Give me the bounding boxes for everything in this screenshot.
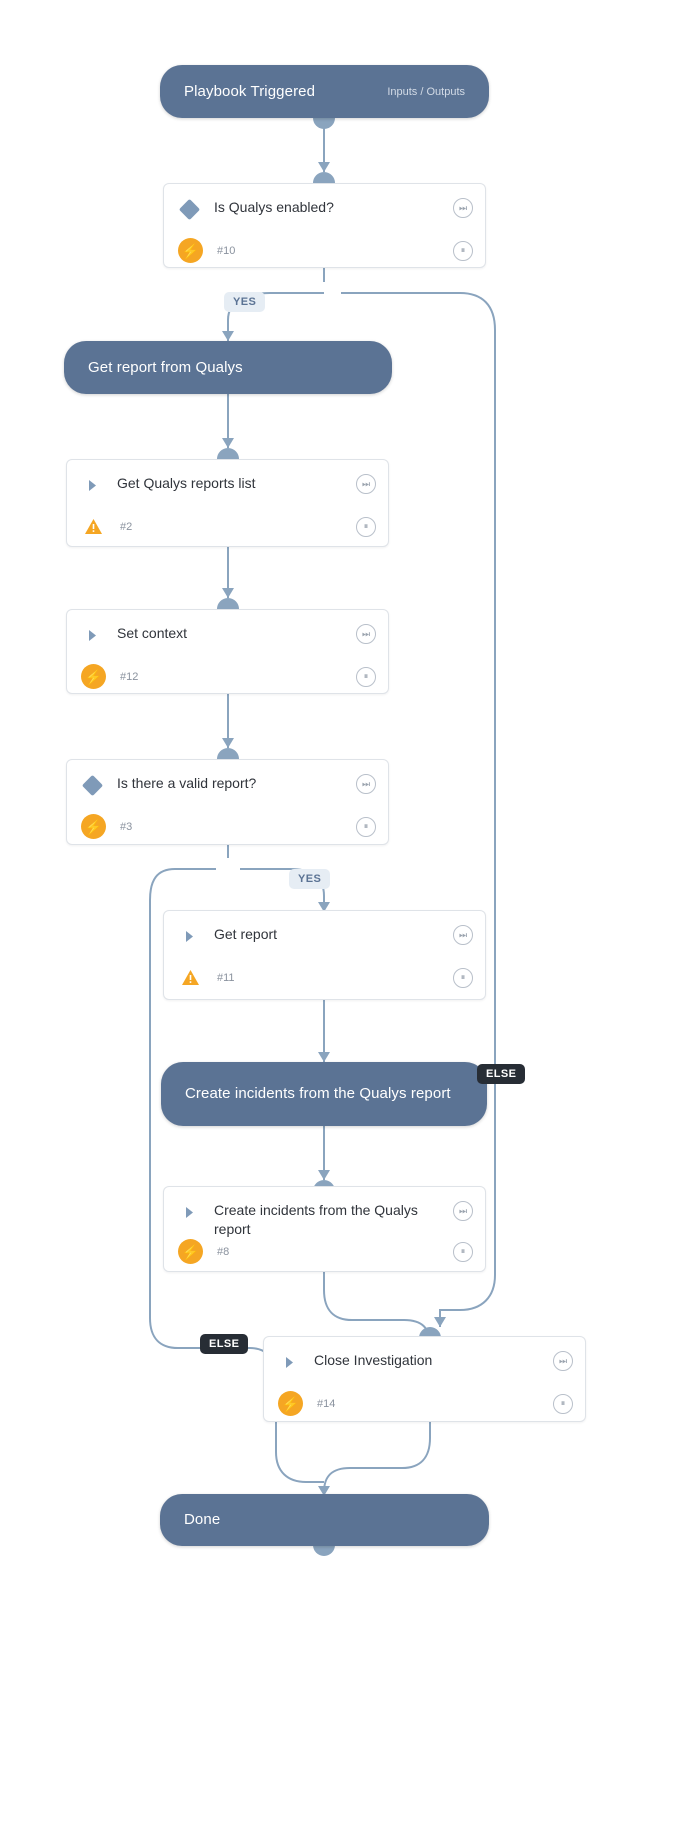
pause-task-button[interactable]: ⏸	[356, 817, 376, 837]
task-id: #8	[217, 1245, 230, 1258]
skip-task-button[interactable]: ⏭	[453, 925, 473, 945]
task-id: #2	[120, 520, 133, 533]
chevron-icon	[178, 925, 200, 947]
bolt-icon: ⚡	[81, 814, 106, 839]
task-id: #14	[317, 1397, 336, 1410]
task-title: Set context	[117, 625, 188, 641]
playbook-triggered-title: Playbook Triggered	[184, 82, 316, 100]
connector-nub	[217, 598, 239, 609]
chevron-icon	[178, 1201, 200, 1223]
task-card-get-qualys-reports-list[interactable]	[66, 459, 389, 547]
task-id: #11	[217, 971, 235, 984]
skip-task-button[interactable]: ⏭	[356, 474, 376, 494]
task-title: Get report	[214, 926, 278, 942]
chevron-icon	[278, 1351, 300, 1373]
task-card-set-context[interactable]	[66, 609, 389, 694]
task-title: Is there a valid report?	[117, 775, 257, 791]
pause-task-button[interactable]: ⏸	[553, 1394, 573, 1414]
pause-task-button[interactable]: ⏸	[356, 517, 376, 537]
task-title: Create incidents from the Qualys report	[214, 1202, 418, 1237]
skip-task-button[interactable]: ⏭	[356, 774, 376, 794]
skip-task-button[interactable]: ⏭	[356, 624, 376, 644]
task-id: #3	[120, 820, 133, 833]
task-card-close-investigation[interactable]	[263, 1336, 586, 1422]
edge-label-yes-1: YES	[224, 292, 265, 312]
task-card-is-there-a-valid-report[interactable]	[66, 759, 389, 845]
task-title: Is Qualys enabled?	[214, 199, 334, 215]
connector-nub	[313, 1545, 335, 1556]
done-title: Done	[184, 1511, 221, 1528]
task-title: Get Qualys reports list	[117, 475, 256, 491]
connector-nub	[217, 748, 239, 759]
diamond-icon	[178, 198, 200, 220]
bolt-icon: ⚡	[178, 1239, 203, 1264]
node-playbook-triggered[interactable]	[160, 65, 489, 118]
bolt-icon: ⚡	[81, 664, 106, 689]
task-title: Close Investigation	[314, 1352, 433, 1368]
task-card-create-incidents-from-qualys-report[interactable]	[163, 1186, 486, 1272]
pause-task-button[interactable]: ⏸	[453, 968, 473, 988]
task-card-is-qualys-enabled[interactable]	[163, 183, 486, 268]
chevron-icon	[81, 474, 103, 496]
warning-icon	[81, 514, 106, 539]
section-get-report-from-qualys[interactable]	[64, 341, 392, 394]
connector-nub	[313, 118, 335, 129]
task-id: #10	[217, 244, 236, 257]
section-title: Create incidents from the Qualys report	[185, 1085, 451, 1102]
section-create-incidents[interactable]	[161, 1062, 487, 1126]
warning-icon	[178, 965, 203, 990]
edge-label-else-2: ELSE	[200, 1334, 248, 1354]
edge-label-else-1: ELSE	[477, 1064, 525, 1084]
skip-task-button[interactable]: ⏭	[553, 1351, 573, 1371]
playbook-inputs-outputs-link[interactable]: Inputs / Outputs	[387, 85, 465, 98]
chevron-icon	[81, 624, 103, 646]
diamond-icon	[81, 774, 103, 796]
skip-task-button[interactable]: ⏭	[453, 1201, 473, 1221]
node-done[interactable]	[160, 1494, 489, 1546]
pause-task-button[interactable]: ⏸	[453, 241, 473, 261]
connector-nub	[217, 448, 239, 459]
task-id: #12	[120, 670, 139, 683]
pause-task-button[interactable]: ⏸	[356, 667, 376, 687]
bolt-icon: ⚡	[278, 1391, 303, 1416]
pause-task-button[interactable]: ⏸	[453, 1242, 473, 1262]
section-title: Get report from Qualys	[88, 358, 243, 376]
task-card-get-report[interactable]	[163, 910, 486, 1000]
bolt-icon: ⚡	[178, 238, 203, 263]
edge-label-yes-2: YES	[289, 869, 330, 889]
skip-task-button[interactable]: ⏭	[453, 198, 473, 218]
connector-nub	[313, 172, 335, 183]
